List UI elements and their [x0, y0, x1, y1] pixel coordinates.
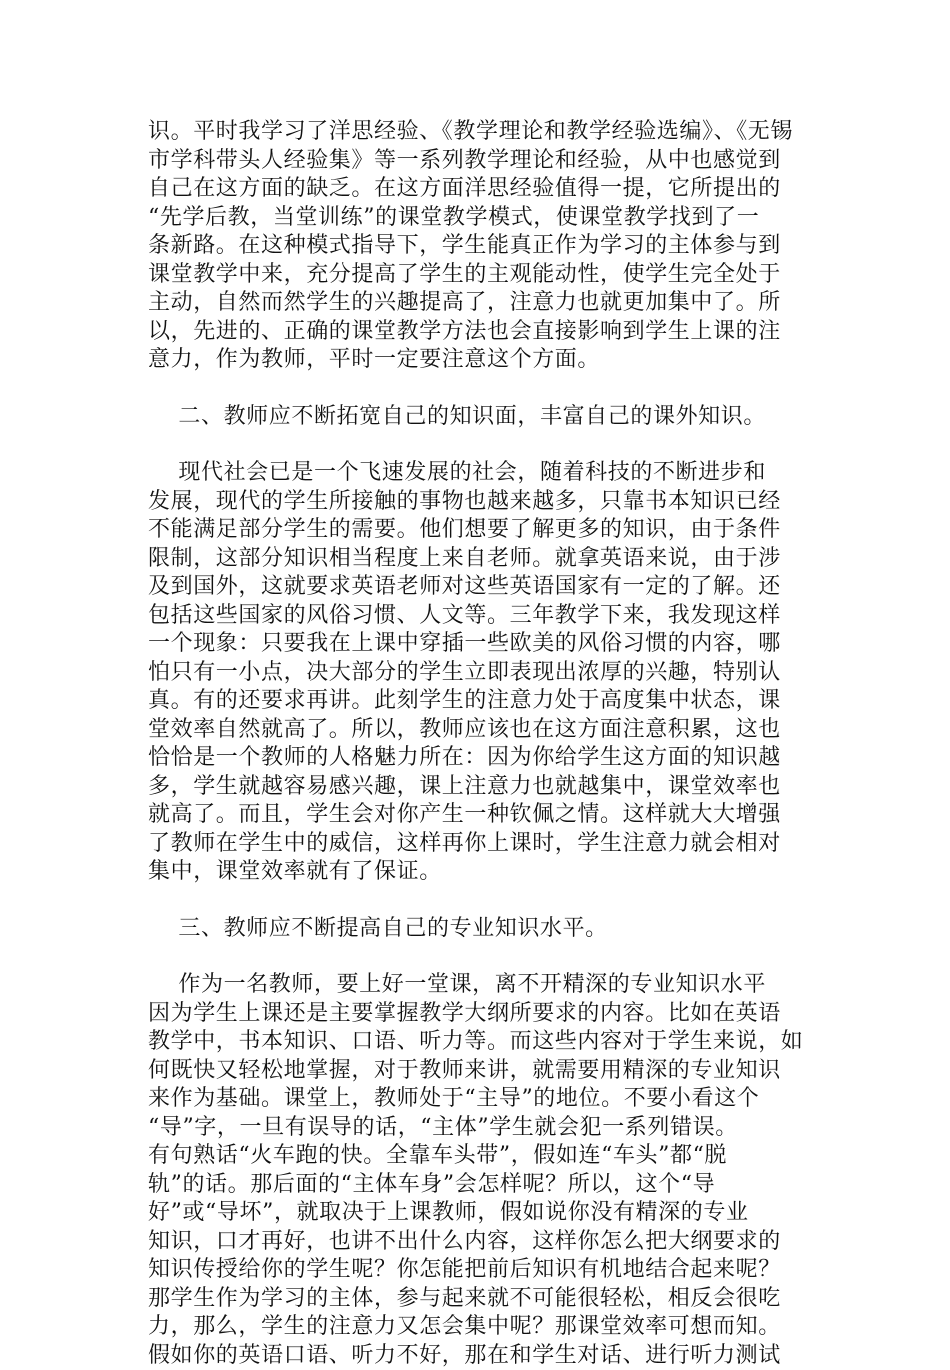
paragraph-gap — [148, 431, 810, 459]
section-heading-2: 二、教师应不断拓宽自己的知识面，丰富自己的课外知识。 — [148, 403, 766, 429]
paragraph-gap — [148, 943, 810, 971]
paragraph-gap — [148, 375, 810, 403]
paragraph-section-3: 作为一名教师，要上好一堂课，离不开精深的专业知识水平 因为学生上课还是主要掌握教学大纲所要求的内容。比如在英语 教学中，书本知识、口语、听力等。而这些内容对于学生来说，如 何既快又轻松地掌握，对于教师来讲，就需要用精深的专业知识 来作为基础。课堂上，教师处于“主导”的地位。不要小看这个 “导”字，一旦有误导的话，“主体”学生就会犯一系列错误。 有句熟话“火车跑的快。全靠车头带”，假如连“车头”都“脱 轨”的话。那后面的“主体车身”会怎样呢？所以，这个“导 好”或“导坏”，就取决于上课教师，假如说你没有精深的专业 知识，口才再好，也讲不出什么内容，这样你怎么把大纲要求的 知识传授给你的学生呢？你怎能把前后知识有机地结合起来呢？ 那学生作为学习的主体，参与起来就不可能很轻松，相反会很吃 力，那么，学生的注意力又怎会集中呢？那课堂效率可想而知。 假如你的英语口语、听力不好，那在和学生对话、进行听力测试 — [148, 972, 804, 1368]
paragraph-continuation: 识。平时我学习了洋思经验、《教学理论和教学经验选编》、《无锡 市学科带头人经验集》等一系列教学理论和经验，从中也感觉到 自己在这方面的缺乏。在这方面洋思经验值得一提，它所提出的 “先学后教，当堂训练”的课堂教学模式，使课堂教学找到了一 条新路。在这种模式指导下，学生能真正作为学习的主体参与到 课堂教学中来，充分提高了学生的主观能动性，使学生完全处于 主动，自然而然学生的兴趣提高了，注意力也就更加集中了。所 以，先进的、正确的课堂教学方法也会直接影响到学生上课的注 意力，作为教师，平时一定要注意这个方面。 — [148, 119, 794, 372]
section-heading-3: 三、教师应不断提高自己的专业知识水平。 — [148, 915, 608, 941]
paragraph-section-2: 现代社会已是一个飞速发展的社会，随着科技的不断进步和 发展，现代的学生所接触的事物也越来越多，只靠书本知识已经 不能满足部分学生的需要。他们想要了解更多的知识，由于条件 限制，这部分知识相当程度上来自老师。就拿英语来说，由于涉 及到国外，这就要求英语老师对这些英语国家有一定的了解。还 包括这些国家的风俗习惯、人文等。三年教学下来，我发现这样 一个现象：只要我在上课中穿插一些欧美的风俗习惯的内容，哪 怕只有一小点，决大部分的学生立即表现出浓厚的兴趣，特别认 真。有的还要求再讲。此刻学生的注意力处于高度集中状态，课 堂效率自然就高了。所以，教师应该也在这方面注意积累，这也 恰恰是一个教师的人格魅力所在：因为你给学生这方面的知识越 多，学生就越容易感兴趣，课上注意力也就越集中，课堂效率也 就高了。而且，学生会对你产生一种钦佩之情。这样就大大增强 了教师在学生中的威信，这样再你上课时，学生注意力就会相对 集中，课堂效率就有了保证。 — [148, 460, 781, 884]
paragraph-gap — [148, 887, 810, 915]
document-body — [148, 118, 810, 1370]
